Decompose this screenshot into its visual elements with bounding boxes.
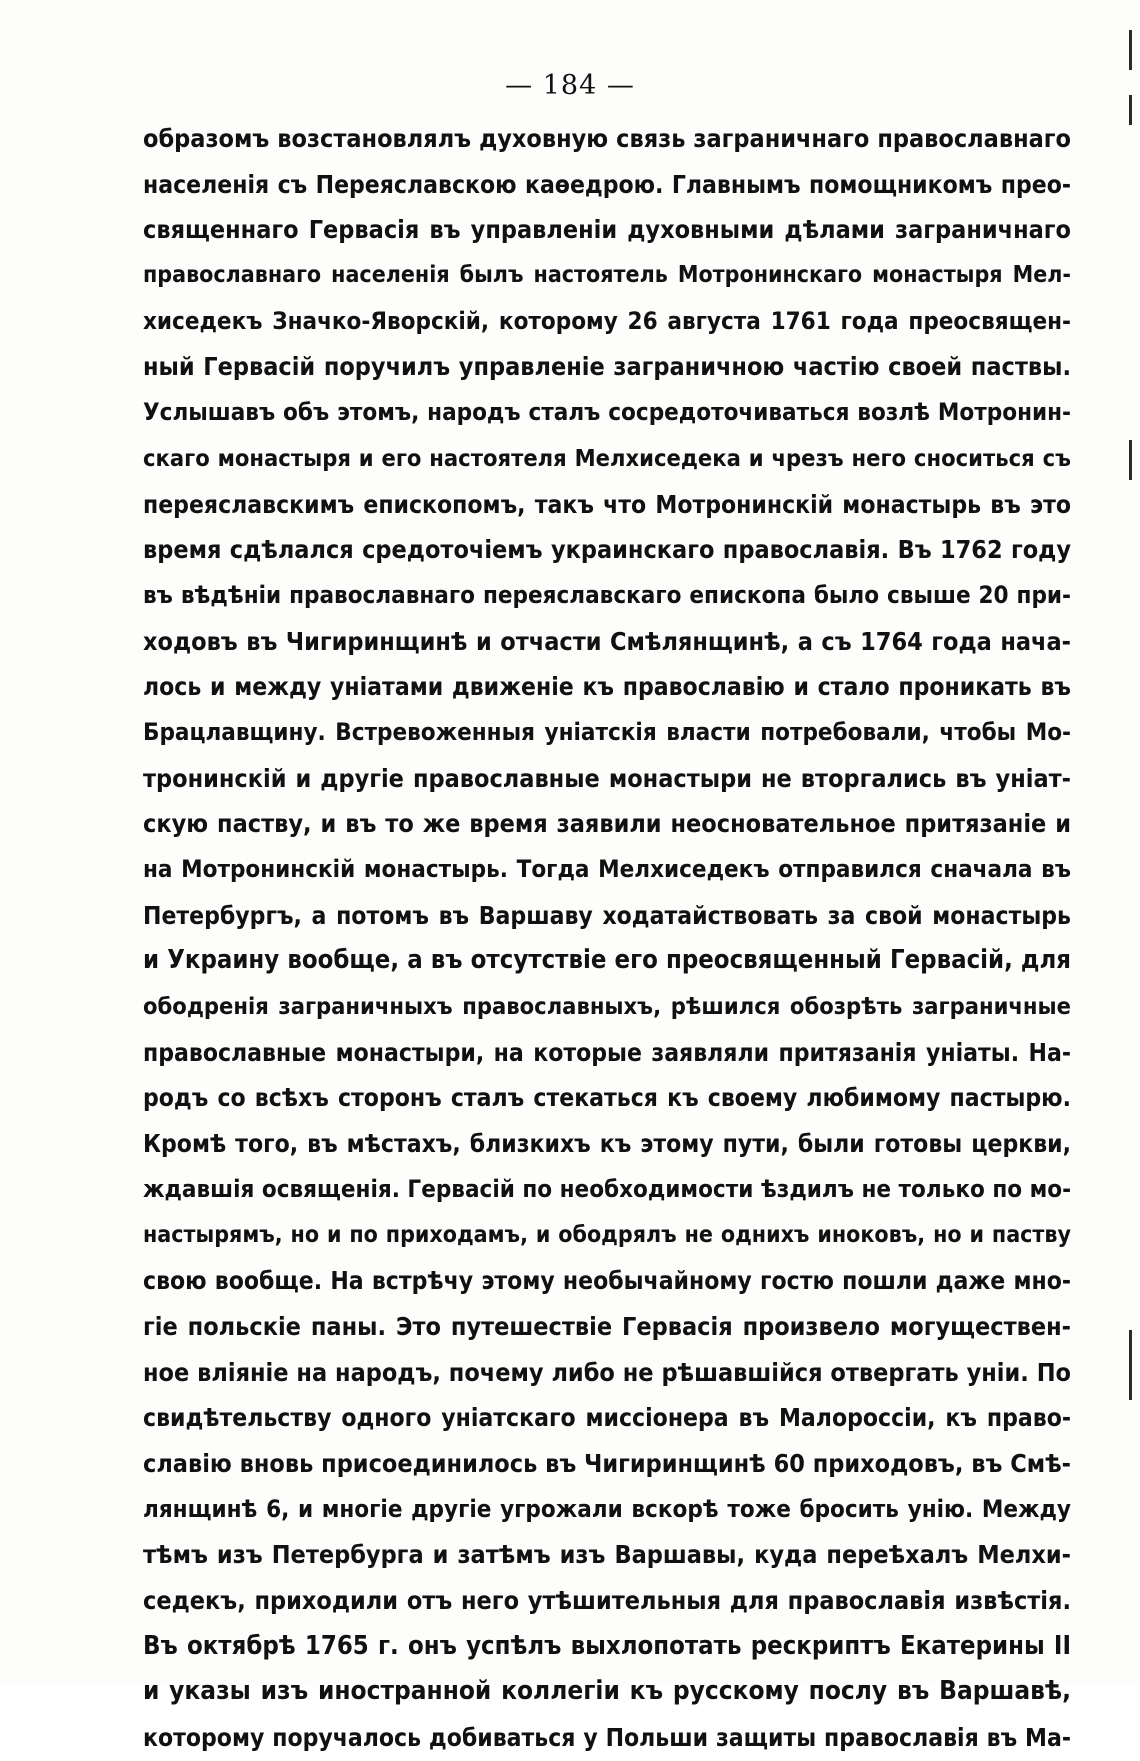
text-line: и указы изъ иностранной коллегіи къ русскому послу въ Варшавѣ,	[143, 1676, 1071, 1707]
text-line: Услышавъ объ этомъ, народъ сталъ сосредоточиваться возлѣ Мотронин-	[143, 398, 1071, 427]
text-line: родъ со всѣхъ сторонъ сталъ стекаться къ своему любимому пастырю.	[143, 1083, 1071, 1113]
text-line: Петербургъ, а потомъ въ Варшаву ходатайствовать за свой монастырь	[143, 900, 1071, 930]
text-line: православнаго населенія былъ настоятель Мотронинскаго монастыря Мел-	[143, 262, 1071, 289]
text-line: гіе польскіе паны. Это путешествіе Гервасія произвело могуществен-	[143, 1311, 1071, 1341]
text-line: ное вліяніе на народъ, почему либо не рѣшавшійся отвергать уніи. По	[143, 1357, 1071, 1387]
body-text	[143, 116, 1071, 1761]
text-line: седекъ, приходили отъ него утѣшительныя для православія извѣстія.	[143, 1586, 1071, 1615]
text-line: ный Гервасій поручилъ управленіе заграничною частію своей паствы.	[143, 352, 1071, 382]
text-line: лось и между уніатами движеніе къ православію и стало проникать въ	[143, 672, 1071, 702]
text-line: настырямъ, но и по приходамъ, и ободрялъ не однихъ иноковъ, но и паству	[143, 1221, 1071, 1248]
text-line: тронинскій и другіе православные монастыри не вторгались въ уніат-	[143, 763, 1071, 793]
text-line: и Украину вообще, а въ отсутствіе его преосвященный Гервасій, для	[143, 945, 1071, 976]
text-line: ободренія заграничныхъ православныхъ, рѣшился обозрѣть заграничные	[143, 992, 1071, 1021]
page-edge-mark	[1129, 1330, 1132, 1400]
text-line: населенія съ Переяславскою каѳедрою. Главнымъ помощникомъ прео-	[143, 169, 1071, 199]
page-number: — 184 —	[505, 70, 635, 101]
text-line: православные монастыри, на которые заявляли притязанія уніаты. На-	[143, 1037, 1071, 1067]
text-line: ждавшія освященія. Гервасій по необходимости ѣздилъ не только по мо-	[143, 1174, 1071, 1203]
text-line: Брацлавщину. Встревоженныя уніатскія власти потребовали, чтобы Мо-	[143, 717, 1071, 746]
text-line: тѣмъ изъ Петербурга и затѣмъ изъ Варшавы, куда переѣхалъ Мелхи-	[143, 1540, 1071, 1570]
text-line: скаго монастыря и его настоятеля Мелхиседека и чрезъ него сноситься съ	[143, 443, 1071, 472]
text-line: хиседекъ Значко-Яворскій, которому 26 августа 1761 года преосвящен-	[143, 306, 1071, 335]
text-line: образомъ возстановлялъ духовную связь заграничнаго православнаго	[143, 124, 1071, 153]
text-line: свидѣтельству одного уніатскаго миссіонера въ Малороссіи, къ право-	[143, 1403, 1071, 1433]
text-line: славію вновь присоединилось въ Чигиринщинѣ 60 приходовъ, въ Смѣ-	[143, 1448, 1071, 1478]
text-line: въ вѣдѣніи православнаго переяславскаго епископа было свыше 20 при-	[143, 580, 1071, 609]
page-edge-mark	[1129, 440, 1132, 480]
page-edge-mark	[1129, 30, 1132, 70]
text-line: которому поручалось добиваться у Польши защиты православія въ Ма-	[143, 1723, 1071, 1753]
text-line: священнаго Гервасія въ управленіи духовными дѣлами заграничнаго	[143, 215, 1071, 245]
text-line: ходовъ въ Чигиринщинѣ и отчасти Смѣлянщинѣ, а съ 1764 года нача-	[143, 626, 1071, 656]
text-line: время сдѣлался средоточіемъ украинскаго православія. Въ 1762 году	[143, 535, 1071, 565]
text-line: лянщинѣ 6, и многіе другіе угрожали вскорѣ тоже бросить унію. Между	[143, 1494, 1071, 1523]
text-line: на Мотронинскій монастырь. Тогда Мелхиседекъ отправился сначала въ	[143, 855, 1071, 883]
text-line: Въ октябрѣ 1765 г. онъ успѣлъ выхлопотать рескриптъ Екатерины II	[143, 1630, 1071, 1661]
text-line: переяславскимъ епископомъ, такъ что Мотронинскій монастырь въ это	[143, 489, 1071, 519]
text-line: свою вообще. На встрѣчу этому необычайному гостю пошли даже мно-	[143, 1266, 1071, 1296]
text-line: Кромѣ того, въ мѣстахъ, близкихъ къ этому пути, были готовы церкви,	[143, 1129, 1071, 1159]
text-line: скую паству, и въ то же время заявили неосновательное притязаніе и	[143, 809, 1071, 839]
